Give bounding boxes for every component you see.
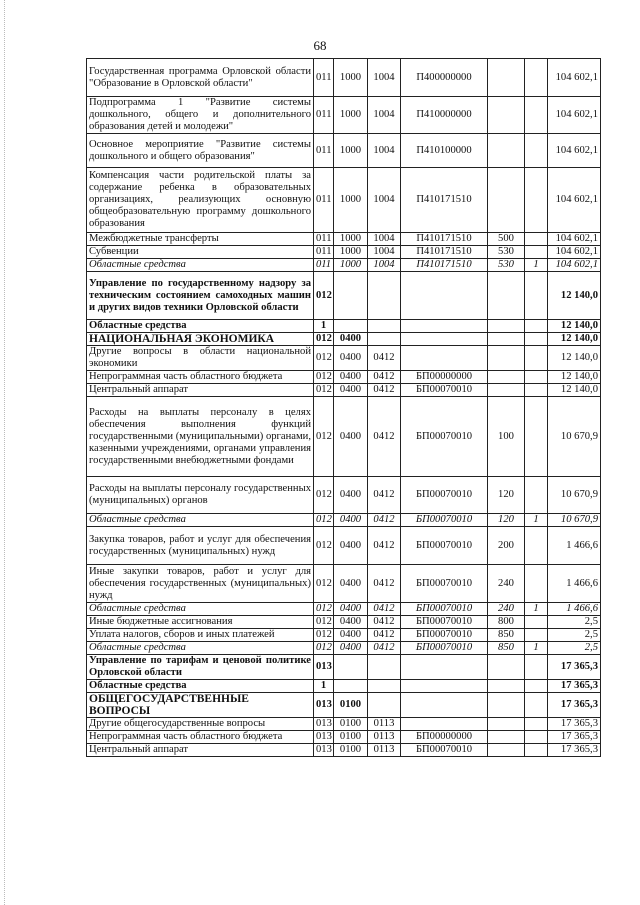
ministry-code: 012 bbox=[314, 616, 334, 629]
target-article-code bbox=[401, 346, 488, 371]
budget-item-name: ОБЩЕГОСУДАРСТВЕННЫЕ ВОПРОСЫ bbox=[87, 693, 314, 718]
amount-value: 12 140,0 bbox=[548, 333, 601, 346]
section-code: 1000 bbox=[334, 233, 368, 246]
section-code: 0400 bbox=[334, 616, 368, 629]
budget-item-name: Иные закупки товаров, работ и услуг для обеспечения государственных (муниципальных) нужд bbox=[87, 565, 314, 603]
target-article-code: П410000000 bbox=[401, 97, 488, 134]
amount-value: 104 602,1 bbox=[548, 168, 601, 233]
subsection-code: 0412 bbox=[368, 477, 401, 514]
budget-item-name: Другие общегосударственные вопросы bbox=[87, 718, 314, 731]
budget-item-name: Компенсация части родительской платы за содержание ребенка в образовательных организациях, реализующих основную общеобразовательную программу дошкольного образования bbox=[87, 168, 314, 233]
table-row bbox=[87, 384, 601, 397]
subsection-code bbox=[368, 272, 401, 320]
subsection-code: 0412 bbox=[368, 514, 401, 527]
subsection-code: 0113 bbox=[368, 731, 401, 744]
amount-value: 12 140,0 bbox=[548, 346, 601, 371]
amount-value: 12 140,0 bbox=[548, 320, 601, 333]
table-row bbox=[87, 680, 601, 693]
funding-source-code bbox=[525, 134, 548, 168]
table-row bbox=[87, 371, 601, 384]
budget-item-name: Управление по государственному надзору за техническим состоянием самоходных машин и других видов техники Орловской области bbox=[87, 272, 314, 320]
section-code bbox=[334, 680, 368, 693]
target-article-code: БП00070010 bbox=[401, 629, 488, 642]
table-row bbox=[87, 246, 601, 259]
funding-source-code bbox=[525, 272, 548, 320]
amount-value: 104 602,1 bbox=[548, 134, 601, 168]
amount-value: 2,5 bbox=[548, 616, 601, 629]
ministry-code: 011 bbox=[314, 233, 334, 246]
expense-type-code bbox=[488, 346, 525, 371]
ministry-code: 011 bbox=[314, 134, 334, 168]
expense-type-code: 200 bbox=[488, 527, 525, 565]
subsection-code: 0412 bbox=[368, 565, 401, 603]
ministry-code: 012 bbox=[314, 514, 334, 527]
budget-item-name: Подпрограмма 1 "Развитие системы дошкольного, общего и дополнительного образования детей и молодежи" bbox=[87, 97, 314, 134]
ministry-code: 012 bbox=[314, 642, 334, 655]
amount-value: 1 466,6 bbox=[548, 603, 601, 616]
table-row bbox=[87, 565, 601, 603]
table-row bbox=[87, 168, 601, 233]
ministry-code: 012 bbox=[314, 333, 334, 346]
budget-item-name: Областные средства bbox=[87, 320, 314, 333]
table-row bbox=[87, 642, 601, 655]
section-code: 0100 bbox=[334, 731, 368, 744]
expense-type-code bbox=[488, 371, 525, 384]
section-code: 0100 bbox=[334, 718, 368, 731]
ministry-code: 013 bbox=[314, 731, 334, 744]
funding-source-code bbox=[525, 333, 548, 346]
target-article-code: БП00070010 bbox=[401, 477, 488, 514]
budget-item-name: Другие вопросы в области национальной экономики bbox=[87, 346, 314, 371]
amount-value: 104 602,1 bbox=[548, 59, 601, 97]
ministry-code: 012 bbox=[314, 272, 334, 320]
target-article-code: П400000000 bbox=[401, 59, 488, 97]
target-article-code: БП00070010 bbox=[401, 565, 488, 603]
expense-type-code: 240 bbox=[488, 565, 525, 603]
subsection-code bbox=[368, 680, 401, 693]
budget-item-name: Расходы на выплаты персоналу государственных (муниципальных) органов bbox=[87, 477, 314, 514]
table-row bbox=[87, 333, 601, 346]
expense-type-code: 850 bbox=[488, 642, 525, 655]
target-article-code bbox=[401, 272, 488, 320]
ministry-code: 013 bbox=[314, 693, 334, 718]
funding-source-code bbox=[525, 655, 548, 680]
amount-value: 12 140,0 bbox=[548, 371, 601, 384]
section-code: 0400 bbox=[334, 477, 368, 514]
target-article-code: БП00000000 bbox=[401, 731, 488, 744]
expense-type-code: 800 bbox=[488, 616, 525, 629]
section-code: 0400 bbox=[334, 629, 368, 642]
section-code bbox=[334, 655, 368, 680]
target-article-code: БП00070010 bbox=[401, 603, 488, 616]
funding-source-code bbox=[525, 346, 548, 371]
amount-value: 104 602,1 bbox=[548, 259, 601, 272]
amount-value: 10 670,9 bbox=[548, 477, 601, 514]
funding-source-code: 1 bbox=[525, 642, 548, 655]
target-article-code: П410171510 bbox=[401, 168, 488, 233]
target-article-code: БП00070010 bbox=[401, 514, 488, 527]
expense-type-code bbox=[488, 59, 525, 97]
binding-edge-line bbox=[4, 0, 6, 905]
target-article-code: БП00070010 bbox=[401, 384, 488, 397]
budget-item-name: Уплата налогов, сборов и иных платежей bbox=[87, 629, 314, 642]
budget-item-name: Иные бюджетные ассигнования bbox=[87, 616, 314, 629]
table-row bbox=[87, 629, 601, 642]
subsection-code bbox=[368, 333, 401, 346]
section-code: 0400 bbox=[334, 527, 368, 565]
table-row bbox=[87, 693, 601, 718]
amount-value: 104 602,1 bbox=[548, 233, 601, 246]
budget-item-name: Областные средства bbox=[87, 680, 314, 693]
subsection-code: 1004 bbox=[368, 233, 401, 246]
budget-item-name: Закупка товаров, работ и услуг для обеспечения государственных (муниципальных) нужд bbox=[87, 527, 314, 565]
ministry-code: 012 bbox=[314, 565, 334, 603]
section-code: 1000 bbox=[334, 246, 368, 259]
subsection-code: 1004 bbox=[368, 246, 401, 259]
subsection-code: 0113 bbox=[368, 718, 401, 731]
table-row bbox=[87, 97, 601, 134]
subsection-code: 1004 bbox=[368, 59, 401, 97]
target-article-code: П410100000 bbox=[401, 134, 488, 168]
ministry-code: 011 bbox=[314, 246, 334, 259]
subsection-code: 0113 bbox=[368, 744, 401, 757]
budget-item-name: Основное мероприятие "Развитие системы дошкольного и общего образования" bbox=[87, 134, 314, 168]
page-number: 68 bbox=[313, 38, 327, 53]
ministry-code: 012 bbox=[314, 527, 334, 565]
subsection-code: 0412 bbox=[368, 616, 401, 629]
section-code: 0400 bbox=[334, 384, 368, 397]
funding-source-code: 1 bbox=[525, 259, 548, 272]
funding-source-code bbox=[525, 629, 548, 642]
amount-value: 17 365,3 bbox=[548, 693, 601, 718]
ministry-code: 011 bbox=[314, 97, 334, 134]
funding-source-code bbox=[525, 246, 548, 259]
subsection-code bbox=[368, 693, 401, 718]
funding-source-code bbox=[525, 718, 548, 731]
amount-value: 2,5 bbox=[548, 629, 601, 642]
budget-item-name: НАЦИОНАЛЬНАЯ ЭКОНОМИКА bbox=[87, 333, 314, 346]
expense-type-code bbox=[488, 320, 525, 333]
section-code: 0400 bbox=[334, 371, 368, 384]
target-article-code: БП00000000 bbox=[401, 371, 488, 384]
section-code bbox=[334, 320, 368, 333]
expense-type-code bbox=[488, 718, 525, 731]
subsection-code: 1004 bbox=[368, 168, 401, 233]
amount-value: 17 365,3 bbox=[548, 744, 601, 757]
section-code: 1000 bbox=[334, 134, 368, 168]
budget-item-name: Центральный аппарат bbox=[87, 744, 314, 757]
table-row bbox=[87, 320, 601, 333]
ministry-code: 013 bbox=[314, 718, 334, 731]
expense-type-code: 850 bbox=[488, 629, 525, 642]
ministry-code: 012 bbox=[314, 371, 334, 384]
table-row bbox=[87, 655, 601, 680]
target-article-code: БП00070010 bbox=[401, 616, 488, 629]
expense-type-code: 500 bbox=[488, 233, 525, 246]
target-article-code: БП00070010 bbox=[401, 642, 488, 655]
target-article-code bbox=[401, 718, 488, 731]
table-row bbox=[87, 718, 601, 731]
subsection-code bbox=[368, 320, 401, 333]
expense-type-code bbox=[488, 693, 525, 718]
ministry-code: 1 bbox=[314, 680, 334, 693]
subsection-code bbox=[368, 655, 401, 680]
funding-source-code bbox=[525, 59, 548, 97]
budget-item-name: Управление по тарифам и ценовой политике Орловской области bbox=[87, 655, 314, 680]
funding-source-code: 1 bbox=[525, 603, 548, 616]
amount-value: 17 365,3 bbox=[548, 718, 601, 731]
section-code: 0400 bbox=[334, 603, 368, 616]
table-row bbox=[87, 477, 601, 514]
amount-value: 104 602,1 bbox=[548, 246, 601, 259]
subsection-code: 0412 bbox=[368, 397, 401, 477]
funding-source-code bbox=[525, 168, 548, 233]
table-row bbox=[87, 616, 601, 629]
subsection-code: 1004 bbox=[368, 97, 401, 134]
budget-item-name: Центральный аппарат bbox=[87, 384, 314, 397]
funding-source-code bbox=[525, 731, 548, 744]
table-row bbox=[87, 397, 601, 477]
funding-source-code bbox=[525, 97, 548, 134]
budget-item-name: Непрограммная часть областного бюджета bbox=[87, 731, 314, 744]
subsection-code: 0412 bbox=[368, 527, 401, 565]
section-code: 0400 bbox=[334, 346, 368, 371]
budget-item-name: Расходы на выплаты персоналу в целях обеспечения выполнения функций государственными (муниципальными) органами, казенными учреждениями, органами управления государственными внебюджетными фондами bbox=[87, 397, 314, 477]
funding-source-code bbox=[525, 680, 548, 693]
expense-type-code bbox=[488, 97, 525, 134]
funding-source-code bbox=[525, 384, 548, 397]
amount-value: 12 140,0 bbox=[548, 384, 601, 397]
budget-item-name: Областные средства bbox=[87, 514, 314, 527]
table-row bbox=[87, 744, 601, 757]
ministry-code: 013 bbox=[314, 655, 334, 680]
amount-value: 10 670,9 bbox=[548, 397, 601, 477]
amount-value: 104 602,1 bbox=[548, 97, 601, 134]
budget-item-name: Областные средства bbox=[87, 642, 314, 655]
target-article-code: БП00070010 bbox=[401, 397, 488, 477]
target-article-code bbox=[401, 333, 488, 346]
target-article-code: БП00070010 bbox=[401, 527, 488, 565]
budget-table bbox=[86, 58, 601, 757]
section-code: 0400 bbox=[334, 565, 368, 603]
table-row bbox=[87, 603, 601, 616]
subsection-code: 0412 bbox=[368, 642, 401, 655]
budget-item-name: Областные средства bbox=[87, 259, 314, 272]
section-code: 1000 bbox=[334, 59, 368, 97]
expense-type-code bbox=[488, 384, 525, 397]
ministry-code: 012 bbox=[314, 397, 334, 477]
section-code: 0400 bbox=[334, 333, 368, 346]
expense-type-code: 100 bbox=[488, 397, 525, 477]
expense-type-code bbox=[488, 680, 525, 693]
amount-value: 1 466,6 bbox=[548, 565, 601, 603]
expense-type-code: 120 bbox=[488, 514, 525, 527]
section-code: 1000 bbox=[334, 97, 368, 134]
budget-table-body bbox=[87, 59, 601, 757]
subsection-code: 0412 bbox=[368, 603, 401, 616]
expense-type-code bbox=[488, 272, 525, 320]
amount-value: 2,5 bbox=[548, 642, 601, 655]
target-article-code bbox=[401, 680, 488, 693]
section-code: 0100 bbox=[334, 693, 368, 718]
target-article-code bbox=[401, 655, 488, 680]
table-row bbox=[87, 134, 601, 168]
target-article-code: П410171510 bbox=[401, 246, 488, 259]
funding-source-code bbox=[525, 477, 548, 514]
budget-item-name: Областные средства bbox=[87, 603, 314, 616]
subsection-code: 1004 bbox=[368, 259, 401, 272]
ministry-code: 011 bbox=[314, 259, 334, 272]
table-row bbox=[87, 527, 601, 565]
amount-value: 12 140,0 bbox=[548, 272, 601, 320]
section-code: 0400 bbox=[334, 397, 368, 477]
subsection-code: 0412 bbox=[368, 371, 401, 384]
subsection-code: 0412 bbox=[368, 346, 401, 371]
expense-type-code bbox=[488, 731, 525, 744]
funding-source-code bbox=[525, 397, 548, 477]
budget-item-name: Межбюджетные трансферты bbox=[87, 233, 314, 246]
expense-type-code bbox=[488, 168, 525, 233]
ministry-code: 012 bbox=[314, 384, 334, 397]
section-code: 1000 bbox=[334, 259, 368, 272]
table-row bbox=[87, 233, 601, 246]
funding-source-code bbox=[525, 616, 548, 629]
funding-source-code bbox=[525, 371, 548, 384]
ministry-code: 1 bbox=[314, 320, 334, 333]
expense-type-code bbox=[488, 744, 525, 757]
amount-value: 10 670,9 bbox=[548, 514, 601, 527]
subsection-code: 0412 bbox=[368, 629, 401, 642]
amount-value: 1 466,6 bbox=[548, 527, 601, 565]
funding-source-code bbox=[525, 693, 548, 718]
expense-type-code bbox=[488, 655, 525, 680]
section-code: 0400 bbox=[334, 514, 368, 527]
expense-type-code bbox=[488, 333, 525, 346]
budget-item-name: Непрограммная часть областного бюджета bbox=[87, 371, 314, 384]
section-code bbox=[334, 272, 368, 320]
target-article-code: П410171510 bbox=[401, 233, 488, 246]
funding-source-code bbox=[525, 565, 548, 603]
ministry-code: 012 bbox=[314, 477, 334, 514]
section-code: 0100 bbox=[334, 744, 368, 757]
funding-source-code bbox=[525, 527, 548, 565]
table-row bbox=[87, 272, 601, 320]
ministry-code: 011 bbox=[314, 168, 334, 233]
funding-source-code: 1 bbox=[525, 514, 548, 527]
funding-source-code bbox=[525, 744, 548, 757]
expense-type-code bbox=[488, 134, 525, 168]
table-row bbox=[87, 259, 601, 272]
table-row bbox=[87, 346, 601, 371]
amount-value: 17 365,3 bbox=[548, 731, 601, 744]
section-code: 1000 bbox=[334, 168, 368, 233]
ministry-code: 013 bbox=[314, 744, 334, 757]
section-code: 0400 bbox=[334, 642, 368, 655]
subsection-code: 0412 bbox=[368, 384, 401, 397]
expense-type-code: 240 bbox=[488, 603, 525, 616]
ministry-code: 012 bbox=[314, 629, 334, 642]
target-article-code: П410171510 bbox=[401, 259, 488, 272]
table-row bbox=[87, 514, 601, 527]
table-row bbox=[87, 731, 601, 744]
target-article-code bbox=[401, 320, 488, 333]
funding-source-code bbox=[525, 320, 548, 333]
expense-type-code: 530 bbox=[488, 259, 525, 272]
ministry-code: 012 bbox=[314, 346, 334, 371]
subsection-code: 1004 bbox=[368, 134, 401, 168]
target-article-code: БП00070010 bbox=[401, 744, 488, 757]
expense-type-code: 120 bbox=[488, 477, 525, 514]
amount-value: 17 365,3 bbox=[548, 680, 601, 693]
ministry-code: 011 bbox=[314, 59, 334, 97]
budget-item-name: Субвенции bbox=[87, 246, 314, 259]
ministry-code: 012 bbox=[314, 603, 334, 616]
funding-source-code bbox=[525, 233, 548, 246]
target-article-code bbox=[401, 693, 488, 718]
budget-item-name: Государственная программа Орловской области "Образование в Орловской области" bbox=[87, 59, 314, 97]
amount-value: 17 365,3 bbox=[548, 655, 601, 680]
expense-type-code: 530 bbox=[488, 246, 525, 259]
table-row bbox=[87, 59, 601, 97]
